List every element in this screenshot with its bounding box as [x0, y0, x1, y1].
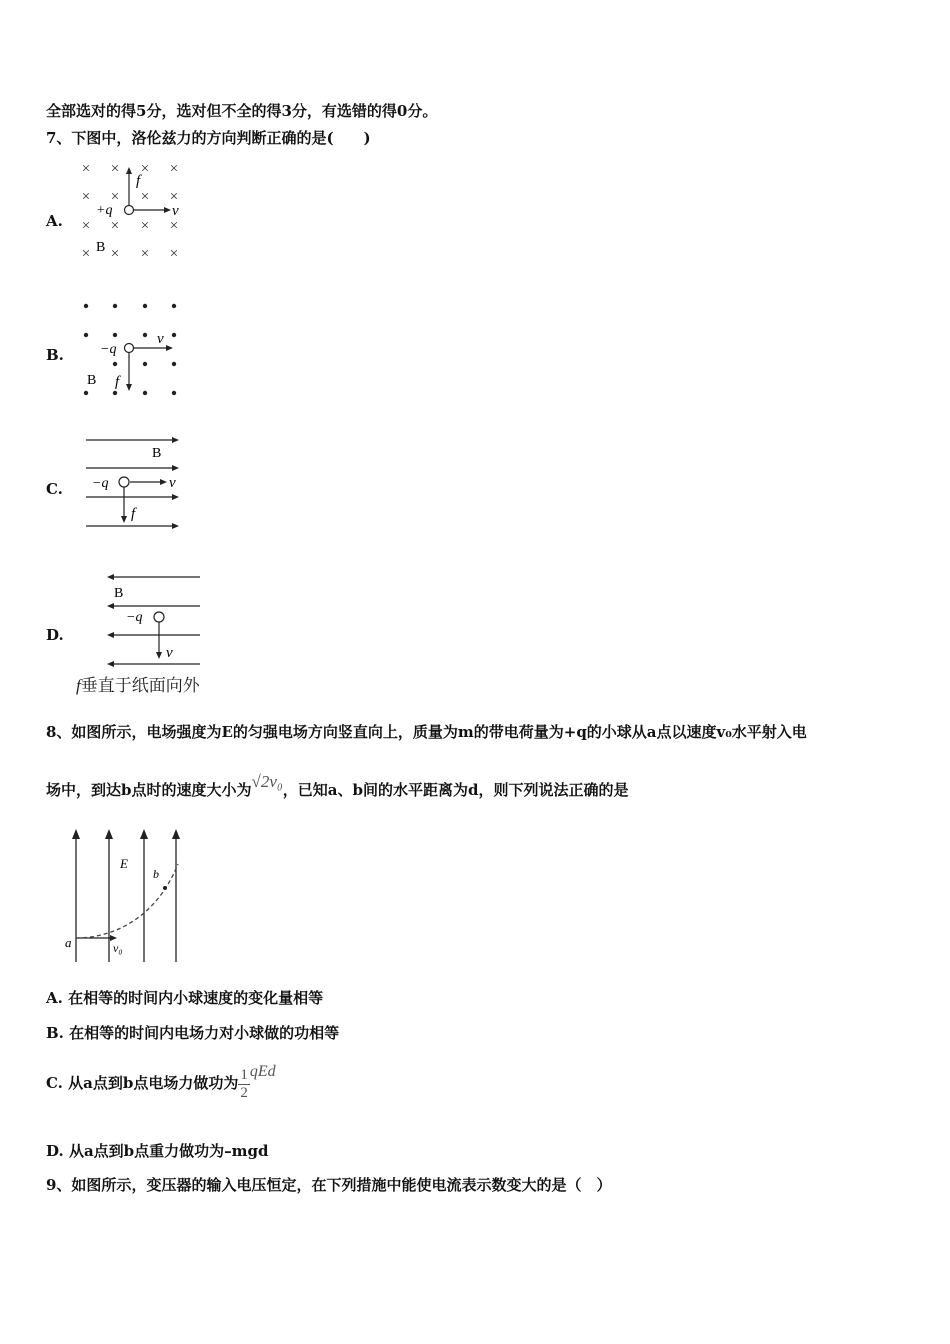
point-a-label: a	[65, 935, 72, 950]
cross-mark: ×	[81, 246, 91, 262]
q7-stem: 7、下图中，洛伦兹力的方向判断正确的是( )	[46, 129, 371, 147]
cross-mark: ×	[169, 161, 179, 177]
q7-figure-d-caption	[76, 671, 200, 696]
field-e-label: E	[120, 856, 128, 871]
v0-label: v₀	[113, 941, 123, 955]
q8-option-b	[46, 1023, 339, 1043]
charge-label: −q	[92, 476, 109, 491]
cross-mark: ×	[169, 246, 179, 262]
charge-label: −q	[100, 342, 117, 357]
cross-mark: ×	[169, 218, 179, 234]
force-label: f	[131, 506, 136, 522]
cross-mark: ×	[110, 246, 120, 262]
q7-figure-b	[74, 296, 194, 400]
option-text: 从a点到b点电场力做功为	[68, 1074, 239, 1092]
q8-option-c	[46, 1060, 276, 1106]
option-label: A.	[46, 989, 63, 1007]
option-label: C.	[46, 1074, 63, 1092]
q8-option-d	[46, 1141, 269, 1161]
velocity-label: v	[166, 645, 173, 661]
q9-stem: 9、如图所示，变压器的输入电压恒定，在下列措施中能使电流表示数变大的是（ ）	[46, 1176, 612, 1194]
stem-text: 场中，到达b点时的速度大小为	[46, 781, 252, 799]
cross-mark: ×	[110, 218, 120, 234]
q8-stem-line2	[46, 772, 629, 806]
charge-circle	[125, 344, 134, 353]
field-label: B	[152, 446, 162, 461]
cross-mark: ×	[81, 161, 91, 177]
point-b-label: b	[153, 867, 159, 881]
scoring-rule-text: 全部选对的得5分，选对但不全的得3分，有选错的得0分。	[46, 102, 438, 120]
speed-formula: √2v₀	[251, 772, 283, 791]
q7-option-c-label: C.	[46, 480, 63, 498]
cross-mark: ×	[81, 189, 91, 205]
velocity-label: v	[169, 475, 176, 491]
velocity-label: v	[172, 203, 179, 219]
stem-text: ，已知a、b间的水平距离为d，则下列说法正确的是	[282, 781, 629, 799]
charge-label: −q	[126, 610, 143, 625]
force-label: f	[115, 374, 120, 390]
field-label: B	[96, 240, 106, 255]
charge-label: +q	[96, 203, 113, 218]
caption-text: 垂直于纸面向外	[80, 676, 200, 696]
cross-mark: ×	[140, 161, 150, 177]
charge-circle	[154, 612, 164, 622]
q7-figure-c	[84, 430, 188, 534]
q7-figure-d	[104, 568, 208, 672]
velocity-label: v	[157, 331, 164, 347]
fraction-numerator: 1	[240, 1066, 248, 1083]
math-suffix: qEd	[249, 1063, 276, 1080]
cross-mark: ×	[140, 246, 150, 262]
charge-circle	[119, 477, 129, 487]
q7-figure-a	[74, 158, 194, 266]
option-label: D.	[46, 1142, 64, 1160]
cross-mark: ×	[81, 218, 91, 234]
cross-mark: ×	[140, 218, 150, 234]
fraction-denominator: 2	[240, 1084, 248, 1101]
option-text: 在相等的时间内小球速度的变化量相等	[68, 989, 324, 1007]
point-b	[163, 886, 167, 890]
field-label: B	[87, 373, 97, 388]
q8-stem-line1: 8、如图所示，电场强度为E的匀强电场方向竖直向上，质量为m的带电荷量为+q的小球从a点以速度v₀水平射入电	[46, 723, 807, 741]
cross-mark: ×	[140, 189, 150, 205]
trajectory-path	[76, 864, 178, 938]
field-label: B	[114, 586, 124, 601]
q8-option-a	[46, 988, 323, 1008]
force-label: f	[76, 676, 81, 695]
option-text: 在相等的时间内电场力对小球做的功相等	[69, 1024, 340, 1042]
cross-mark: ×	[110, 189, 120, 205]
cross-mark: ×	[169, 189, 179, 205]
cross-mark: ×	[110, 161, 120, 177]
force-label: f	[136, 173, 141, 189]
q7-option-b-label: B.	[46, 346, 64, 364]
q7-option-a-label: A.	[46, 212, 63, 230]
q7-option-d-label: D.	[46, 626, 64, 644]
option-label: B.	[46, 1024, 64, 1042]
q8-field-figure	[60, 826, 190, 962]
charge-circle	[125, 206, 134, 215]
fraction	[238, 1067, 250, 1102]
option-text: 从a点到b点重力做功为–mgd	[68, 1142, 269, 1160]
